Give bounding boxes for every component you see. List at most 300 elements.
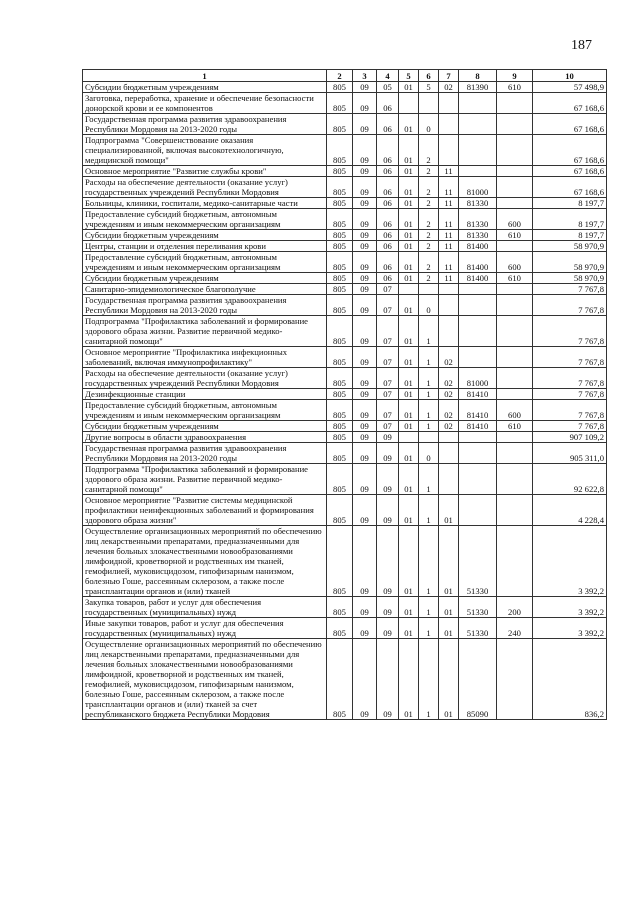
- row-code-cell: [459, 166, 497, 177]
- row-code-cell: [419, 284, 439, 295]
- table-row: [83, 114, 607, 135]
- row-sum-cell: 905 311,0: [533, 443, 607, 464]
- row-code-cell: 09: [377, 464, 399, 495]
- row-sum-cell: 3 392,2: [533, 597, 607, 618]
- row-sum-cell: 7 767,8: [533, 284, 607, 295]
- row-code-cell: 81390: [459, 82, 497, 93]
- row-name-cell: Осуществление организационных мероприятий по обеспечению лиц лекарственными препаратами, предназначенными для лечения больных злокачественными новообразованиями лимфоидной, кроветворной и родственных им тканей, гемофилией, муковисцидозом, гипофизарным нанизмом, болезнью Гоше, рассеянным склерозом, а также после трансплантации органов и (или) тканей за счет республиканского бюджета Республики Мордовия: [83, 639, 327, 720]
- row-name-cell: Подпрограмма "Профилактика заболеваний и формирование здорового образа жизни. Развитие первичной медико-санитарной помощи": [83, 464, 327, 495]
- row-name-cell: Субсидии бюджетным учреждениям: [83, 82, 327, 93]
- column-header: 5: [399, 70, 419, 82]
- row-code-cell: 11: [439, 198, 459, 209]
- row-code-cell: 81330: [459, 209, 497, 230]
- row-name-cell: Расходы на обеспечение деятельности (оказание услуг) государственных учреждений Республики Мордовия: [83, 177, 327, 198]
- row-code-cell: 2: [419, 273, 439, 284]
- column-header: 1: [83, 70, 327, 82]
- row-code-cell: 81410: [459, 421, 497, 432]
- row-code-cell: 09: [353, 316, 377, 347]
- row-code-cell: 01: [399, 209, 419, 230]
- row-code-cell: [439, 443, 459, 464]
- row-code-cell: [459, 443, 497, 464]
- column-header: 4: [377, 70, 399, 82]
- row-code-cell: 07: [377, 400, 399, 421]
- row-sum-cell: 7 767,8: [533, 421, 607, 432]
- row-code-cell: 09: [353, 421, 377, 432]
- row-code-cell: [459, 284, 497, 295]
- row-code-cell: 1: [419, 639, 439, 720]
- row-code-cell: 07: [377, 368, 399, 389]
- row-code-cell: [439, 284, 459, 295]
- row-code-cell: 1: [419, 597, 439, 618]
- row-code-cell: 01: [399, 241, 419, 252]
- row-code-cell: 1: [419, 618, 439, 639]
- row-sum-cell: 67 168,6: [533, 114, 607, 135]
- row-code-cell: 805: [327, 400, 353, 421]
- row-code-cell: 09: [353, 166, 377, 177]
- column-header: 10: [533, 70, 607, 82]
- row-code-cell: 06: [377, 166, 399, 177]
- row-name-cell: Дезинфекционные станции: [83, 389, 327, 400]
- row-sum-cell: 58 970,9: [533, 241, 607, 252]
- table-row: [83, 347, 607, 368]
- row-code-cell: [497, 526, 533, 597]
- row-code-cell: 01: [399, 114, 419, 135]
- table-row: [83, 432, 607, 443]
- row-code-cell: 1: [419, 526, 439, 597]
- row-code-cell: 1: [419, 368, 439, 389]
- row-code-cell: 09: [353, 368, 377, 389]
- row-code-cell: [419, 432, 439, 443]
- row-name-cell: Государственная программа развития здравоохранения Республики Мордовия на 2013-2020 годы: [83, 295, 327, 316]
- row-code-cell: [459, 464, 497, 495]
- row-code-cell: [497, 368, 533, 389]
- row-code-cell: 01: [399, 464, 419, 495]
- row-code-cell: [497, 114, 533, 135]
- row-code-cell: 06: [377, 93, 399, 114]
- row-code-cell: 09: [353, 526, 377, 597]
- table-row: [83, 177, 607, 198]
- table-row: [83, 421, 607, 432]
- row-sum-cell: 3 392,2: [533, 526, 607, 597]
- row-code-cell: [497, 166, 533, 177]
- row-code-cell: 07: [377, 295, 399, 316]
- row-sum-cell: 67 168,6: [533, 135, 607, 166]
- row-code-cell: 81400: [459, 241, 497, 252]
- row-code-cell: [439, 316, 459, 347]
- table-row: [83, 198, 607, 209]
- row-code-cell: 01: [399, 389, 419, 400]
- row-code-cell: [497, 443, 533, 464]
- row-code-cell: [399, 93, 419, 114]
- row-code-cell: 2: [419, 252, 439, 273]
- row-code-cell: 01: [399, 230, 419, 241]
- row-code-cell: 610: [497, 421, 533, 432]
- table-row: [83, 295, 607, 316]
- row-code-cell: 02: [439, 389, 459, 400]
- row-code-cell: 09: [353, 135, 377, 166]
- row-code-cell: [399, 432, 419, 443]
- column-header: 9: [497, 70, 533, 82]
- row-code-cell: 1: [419, 347, 439, 368]
- row-code-cell: 805: [327, 82, 353, 93]
- row-code-cell: 11: [439, 230, 459, 241]
- row-code-cell: [497, 316, 533, 347]
- row-code-cell: 01: [399, 443, 419, 464]
- row-sum-cell: 92 622,8: [533, 464, 607, 495]
- row-code-cell: 01: [399, 421, 419, 432]
- row-code-cell: 11: [439, 166, 459, 177]
- row-code-cell: 07: [377, 316, 399, 347]
- row-code-cell: 805: [327, 230, 353, 241]
- row-sum-cell: 907 109,2: [533, 432, 607, 443]
- row-name-cell: Предоставление субсидий бюджетным, автономным учреждениям и иным некоммерческим организациям: [83, 400, 327, 421]
- row-code-cell: 805: [327, 316, 353, 347]
- row-code-cell: 06: [377, 177, 399, 198]
- row-code-cell: [497, 464, 533, 495]
- row-sum-cell: 67 168,6: [533, 177, 607, 198]
- row-code-cell: 81410: [459, 400, 497, 421]
- row-code-cell: 805: [327, 639, 353, 720]
- row-name-cell: Основное мероприятие "Профилактика инфекционных заболеваний, включая иммунопрофилактику": [83, 347, 327, 368]
- row-code-cell: 0: [419, 114, 439, 135]
- row-name-cell: Субсидии бюджетным учреждениям: [83, 421, 327, 432]
- row-code-cell: 01: [399, 526, 419, 597]
- column-header: 7: [439, 70, 459, 82]
- row-name-cell: Больницы, клиники, госпитали, медико-санитарные части: [83, 198, 327, 209]
- row-sum-cell: 7 767,8: [533, 400, 607, 421]
- row-code-cell: 2: [419, 230, 439, 241]
- row-name-cell: Закупка товаров, работ и услуг для обеспечения государственных (муниципальных) нужд: [83, 597, 327, 618]
- row-code-cell: 1: [419, 495, 439, 526]
- row-code-cell: 02: [439, 82, 459, 93]
- row-code-cell: 01: [399, 597, 419, 618]
- row-code-cell: 805: [327, 495, 353, 526]
- table-row: [83, 316, 607, 347]
- row-name-cell: Предоставление субсидий бюджетным, автономным учреждениям и иным некоммерческим организациям: [83, 252, 327, 273]
- row-code-cell: 02: [439, 400, 459, 421]
- row-sum-cell: 67 168,6: [533, 166, 607, 177]
- row-code-cell: [497, 93, 533, 114]
- row-code-cell: 1: [419, 389, 439, 400]
- row-code-cell: 805: [327, 273, 353, 284]
- row-code-cell: [439, 295, 459, 316]
- row-code-cell: 09: [377, 618, 399, 639]
- row-name-cell: Государственная программа развития здравоохранения Республики Мордовия на 2013-2020 годы: [83, 443, 327, 464]
- row-code-cell: [439, 135, 459, 166]
- row-code-cell: 01: [439, 597, 459, 618]
- row-name-cell: Предоставление субсидий бюджетным, автономным учреждениям и иным некоммерческим организациям: [83, 209, 327, 230]
- row-code-cell: 11: [439, 177, 459, 198]
- row-code-cell: 610: [497, 82, 533, 93]
- table-row: [83, 241, 607, 252]
- row-code-cell: 09: [353, 284, 377, 295]
- row-code-cell: 610: [497, 230, 533, 241]
- row-code-cell: 07: [377, 389, 399, 400]
- row-code-cell: 07: [377, 421, 399, 432]
- row-sum-cell: 58 970,9: [533, 273, 607, 284]
- row-sum-cell: 7 767,8: [533, 347, 607, 368]
- row-code-cell: 06: [377, 273, 399, 284]
- row-code-cell: 09: [353, 389, 377, 400]
- row-code-cell: 805: [327, 252, 353, 273]
- row-code-cell: 09: [353, 347, 377, 368]
- row-code-cell: 51330: [459, 597, 497, 618]
- row-code-cell: 805: [327, 198, 353, 209]
- table-row: [83, 400, 607, 421]
- row-sum-cell: 8 197,7: [533, 230, 607, 241]
- row-code-cell: 805: [327, 166, 353, 177]
- table-row: [83, 284, 607, 295]
- row-name-cell: Расходы на обеспечение деятельности (оказание услуг) государственных учреждений Республики Мордовия: [83, 368, 327, 389]
- row-code-cell: 09: [353, 400, 377, 421]
- row-code-cell: 01: [399, 368, 419, 389]
- row-code-cell: 805: [327, 284, 353, 295]
- row-code-cell: 01: [399, 135, 419, 166]
- row-code-cell: 02: [439, 421, 459, 432]
- row-code-cell: [497, 135, 533, 166]
- row-name-cell: Санитарно-эпидемиологическое благополучие: [83, 284, 327, 295]
- row-code-cell: 09: [377, 443, 399, 464]
- table-row: [83, 273, 607, 284]
- table-row: [83, 389, 607, 400]
- row-code-cell: 09: [353, 93, 377, 114]
- table-row: [83, 93, 607, 114]
- row-code-cell: 805: [327, 526, 353, 597]
- row-code-cell: 01: [399, 400, 419, 421]
- row-code-cell: 805: [327, 177, 353, 198]
- row-code-cell: 01: [399, 198, 419, 209]
- row-code-cell: 2: [419, 198, 439, 209]
- row-code-cell: 01: [399, 495, 419, 526]
- row-code-cell: 81330: [459, 230, 497, 241]
- table-row: [83, 230, 607, 241]
- row-code-cell: [459, 495, 497, 526]
- row-code-cell: 11: [439, 273, 459, 284]
- row-code-cell: 0: [419, 443, 439, 464]
- table-row: [83, 368, 607, 389]
- row-code-cell: 1: [419, 400, 439, 421]
- row-code-cell: 600: [497, 252, 533, 273]
- row-code-cell: 07: [377, 284, 399, 295]
- row-sum-cell: 8 197,7: [533, 198, 607, 209]
- row-code-cell: 805: [327, 114, 353, 135]
- row-code-cell: [497, 347, 533, 368]
- row-name-cell: Подпрограмма "Профилактика заболеваний и формирование здорового образа жизни. Развитие первичной медико-санитарной помощи": [83, 316, 327, 347]
- row-code-cell: 09: [353, 432, 377, 443]
- row-code-cell: [459, 432, 497, 443]
- row-code-cell: 06: [377, 230, 399, 241]
- row-code-cell: 2: [419, 135, 439, 166]
- row-name-cell: Заготовка, переработка, хранение и обеспечение безопасности донорской крови и ее компонентов: [83, 93, 327, 114]
- row-code-cell: 09: [353, 230, 377, 241]
- column-header: 8: [459, 70, 497, 82]
- row-code-cell: 51330: [459, 618, 497, 639]
- row-code-cell: 0: [419, 295, 439, 316]
- row-code-cell: 11: [439, 252, 459, 273]
- column-header: 3: [353, 70, 377, 82]
- row-code-cell: 805: [327, 135, 353, 166]
- table-row: [83, 252, 607, 273]
- row-code-cell: 81000: [459, 177, 497, 198]
- row-code-cell: 805: [327, 389, 353, 400]
- row-code-cell: 09: [353, 209, 377, 230]
- row-name-cell: Субсидии бюджетным учреждениям: [83, 273, 327, 284]
- table-row: [83, 495, 607, 526]
- row-code-cell: [439, 93, 459, 114]
- row-sum-cell: 7 767,8: [533, 316, 607, 347]
- row-code-cell: 01: [439, 618, 459, 639]
- table-row: [83, 464, 607, 495]
- row-sum-cell: 3 392,2: [533, 618, 607, 639]
- row-code-cell: [497, 284, 533, 295]
- row-name-cell: Иные закупки товаров, работ и услуг для обеспечения государственных (муниципальных) нужд: [83, 618, 327, 639]
- row-code-cell: 05: [377, 82, 399, 93]
- row-code-cell: [497, 639, 533, 720]
- table-row: [83, 443, 607, 464]
- row-code-cell: 805: [327, 241, 353, 252]
- row-code-cell: 85090: [459, 639, 497, 720]
- row-name-cell: Государственная программа развития здравоохранения Республики Мордовия на 2013-2020 годы: [83, 114, 327, 135]
- row-code-cell: 81400: [459, 252, 497, 273]
- row-code-cell: 805: [327, 597, 353, 618]
- row-code-cell: 81000: [459, 368, 497, 389]
- row-code-cell: 09: [353, 252, 377, 273]
- row-code-cell: 600: [497, 209, 533, 230]
- row-code-cell: 07: [377, 347, 399, 368]
- row-code-cell: 805: [327, 347, 353, 368]
- row-code-cell: [439, 114, 459, 135]
- row-code-cell: [459, 295, 497, 316]
- row-code-cell: [497, 389, 533, 400]
- row-code-cell: 09: [353, 295, 377, 316]
- row-code-cell: 1: [419, 316, 439, 347]
- row-code-cell: 06: [377, 135, 399, 166]
- row-sum-cell: 7 767,8: [533, 368, 607, 389]
- row-code-cell: 805: [327, 464, 353, 495]
- table-row: [83, 618, 607, 639]
- row-sum-cell: 4 228,4: [533, 495, 607, 526]
- row-name-cell: Основное мероприятие "Развитие службы крови": [83, 166, 327, 177]
- row-code-cell: 01: [439, 526, 459, 597]
- row-code-cell: 01: [399, 166, 419, 177]
- row-code-cell: [497, 495, 533, 526]
- row-code-cell: 600: [497, 400, 533, 421]
- row-code-cell: 51330: [459, 526, 497, 597]
- row-code-cell: 805: [327, 295, 353, 316]
- row-code-cell: 81330: [459, 198, 497, 209]
- row-code-cell: 06: [377, 252, 399, 273]
- row-code-cell: 240: [497, 618, 533, 639]
- row-code-cell: 09: [353, 273, 377, 284]
- row-code-cell: 81400: [459, 273, 497, 284]
- row-code-cell: 01: [399, 639, 419, 720]
- row-code-cell: [399, 284, 419, 295]
- row-name-cell: Субсидии бюджетным учреждениям: [83, 230, 327, 241]
- row-code-cell: 06: [377, 241, 399, 252]
- row-code-cell: 09: [377, 526, 399, 597]
- row-code-cell: 09: [353, 443, 377, 464]
- row-code-cell: 09: [377, 495, 399, 526]
- row-code-cell: 01: [399, 82, 419, 93]
- row-code-cell: 09: [353, 82, 377, 93]
- row-code-cell: 2: [419, 177, 439, 198]
- row-code-cell: 09: [377, 597, 399, 618]
- row-sum-cell: 7 767,8: [533, 389, 607, 400]
- row-code-cell: 610: [497, 273, 533, 284]
- row-code-cell: 805: [327, 432, 353, 443]
- row-code-cell: 805: [327, 443, 353, 464]
- row-code-cell: [497, 295, 533, 316]
- row-code-cell: 09: [353, 198, 377, 209]
- table-row: [83, 597, 607, 618]
- row-name-cell: Другие вопросы в области здравоохранения: [83, 432, 327, 443]
- row-sum-cell: 8 197,7: [533, 209, 607, 230]
- row-code-cell: 805: [327, 368, 353, 389]
- table-row: [83, 639, 607, 720]
- row-code-cell: 02: [439, 368, 459, 389]
- row-name-cell: Подпрограмма "Совершенствование оказания специализированной, включая высокотехнологичную, медицинской помощи": [83, 135, 327, 166]
- row-code-cell: 09: [353, 177, 377, 198]
- row-code-cell: 01: [399, 252, 419, 273]
- row-code-cell: [439, 464, 459, 495]
- row-code-cell: 09: [377, 639, 399, 720]
- row-code-cell: 09: [353, 597, 377, 618]
- table-row: [83, 526, 607, 597]
- row-code-cell: 01: [399, 273, 419, 284]
- row-code-cell: [459, 316, 497, 347]
- row-sum-cell: 7 767,8: [533, 295, 607, 316]
- row-code-cell: 805: [327, 618, 353, 639]
- row-code-cell: 01: [439, 495, 459, 526]
- row-code-cell: [497, 198, 533, 209]
- row-code-cell: 01: [399, 295, 419, 316]
- row-code-cell: 09: [353, 464, 377, 495]
- row-code-cell: 200: [497, 597, 533, 618]
- row-code-cell: 06: [377, 114, 399, 135]
- row-code-cell: 11: [439, 241, 459, 252]
- row-name-cell: Осуществление организационных мероприятий по обеспечению лиц лекарственными препаратами, предназначенными для лечения больных злокачественными новообразованиями лимфоидной, кроветворной и родственных им тканей, гемофилией, муковисцидозом, гипофизарным нанизмом, болезнью Гоше, рассеянным склерозом, а также после трансплантации органов и (или) тканей: [83, 526, 327, 597]
- row-code-cell: 5: [419, 82, 439, 93]
- row-code-cell: 01: [439, 639, 459, 720]
- row-code-cell: 09: [353, 114, 377, 135]
- row-code-cell: 2: [419, 209, 439, 230]
- row-code-cell: 01: [399, 618, 419, 639]
- row-code-cell: [459, 347, 497, 368]
- column-header: 6: [419, 70, 439, 82]
- row-code-cell: 02: [439, 347, 459, 368]
- row-code-cell: [419, 93, 439, 114]
- row-code-cell: [459, 114, 497, 135]
- row-code-cell: 09: [353, 639, 377, 720]
- row-code-cell: 01: [399, 316, 419, 347]
- row-sum-cell: 836,2: [533, 639, 607, 720]
- row-code-cell: 01: [399, 347, 419, 368]
- row-sum-cell: 58 970,9: [533, 252, 607, 273]
- row-code-cell: 09: [377, 432, 399, 443]
- table-row: [83, 82, 607, 93]
- budget-table: [82, 69, 607, 720]
- row-code-cell: 1: [419, 464, 439, 495]
- table-header-row: [83, 70, 607, 82]
- row-sum-cell: 67 168,6: [533, 93, 607, 114]
- row-name-cell: Центры, станции и отделения переливания крови: [83, 241, 327, 252]
- row-code-cell: 805: [327, 421, 353, 432]
- row-code-cell: 2: [419, 166, 439, 177]
- row-code-cell: 09: [353, 495, 377, 526]
- table-row: [83, 135, 607, 166]
- row-code-cell: 11: [439, 209, 459, 230]
- row-code-cell: 2: [419, 241, 439, 252]
